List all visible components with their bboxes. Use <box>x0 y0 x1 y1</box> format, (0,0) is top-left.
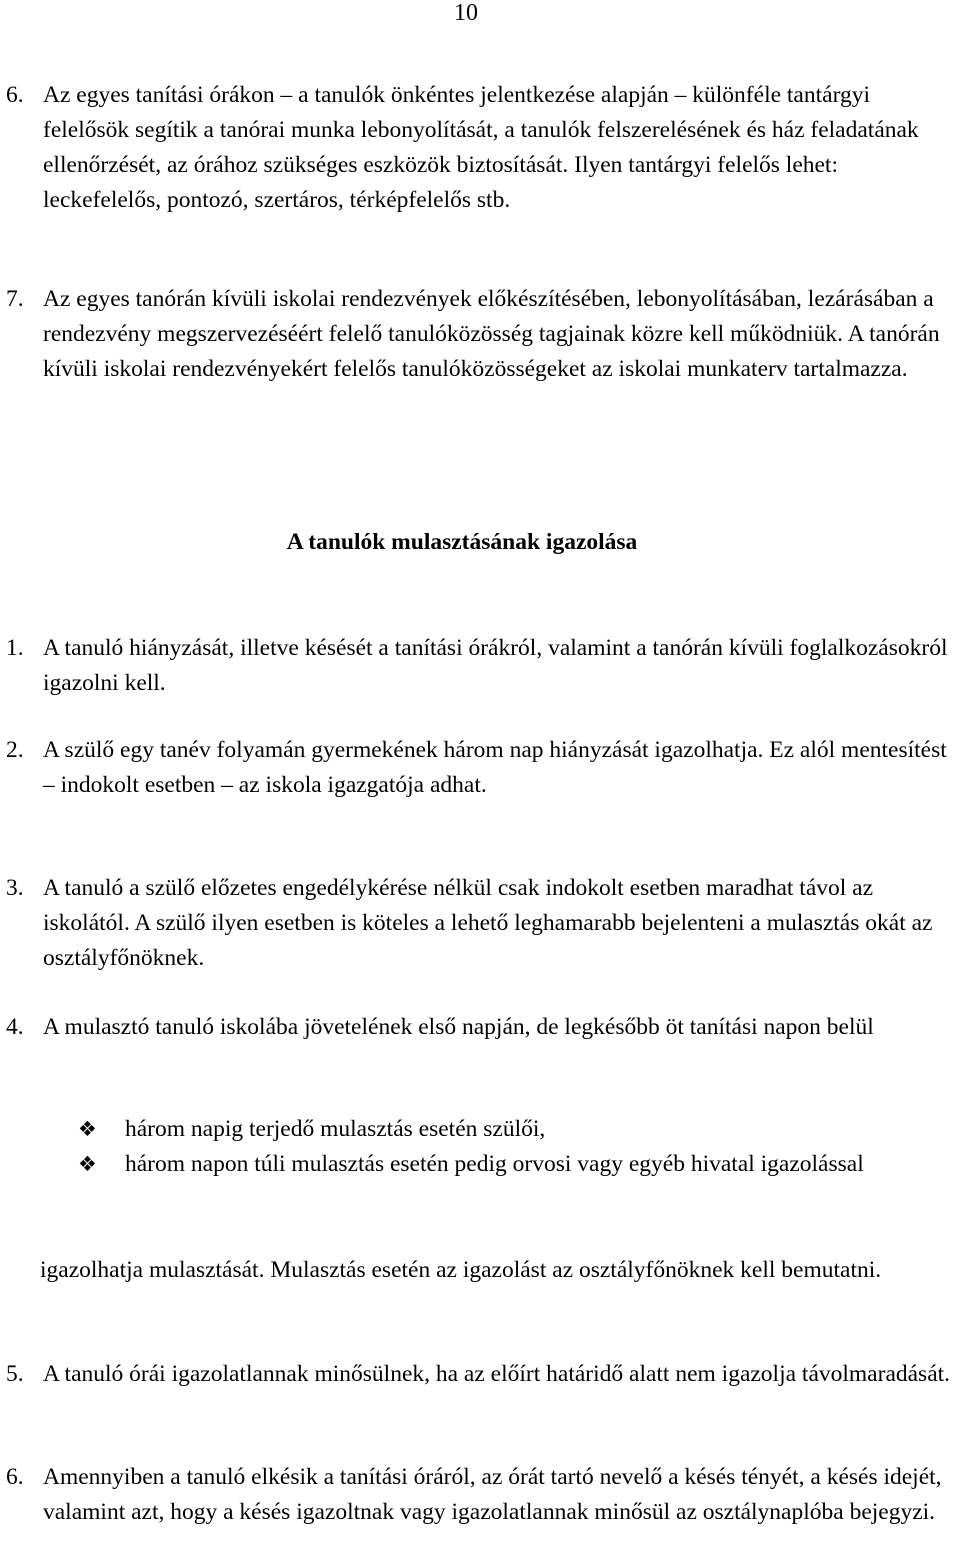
item-text: A tanuló hiányzását, illetve késését a tanítási órákról, valamint a tanórán kívüli foglalkozásokról igazolni kell. <box>43 635 948 696</box>
item-number: 6. <box>6 1464 24 1490</box>
item-text: A szülő egy tanév folyamán gyermekének három nap hiányzását igazolhatja. Ez alól mentesítést – indokolt esetben – az iskola igazgatója adhat. <box>43 737 947 798</box>
item-number: 4. <box>6 1014 24 1040</box>
item-number: 3. <box>6 875 24 901</box>
diamond-bullet-icon: ❖ <box>78 1117 97 1141</box>
section-heading <box>0 525 960 560</box>
bullet-text: három napig terjedő mulasztás esetén szülői, <box>125 1116 546 1142</box>
item-text: Amennyiben a tanuló elkésik a tanítási óráról, az órát tartó nevelő a késés tényét, a késés idejét, valamint azt, hogy a késés igazoltnak vagy igazolatlannak minősül az osztálynaplóba bejegyzi. <box>43 1464 942 1525</box>
bullet-item <box>78 1112 958 1147</box>
bullet-item <box>78 1147 958 1182</box>
item-number: 7. <box>6 286 24 312</box>
item-text: Az egyes tanórán kívüli iskolai rendezvények előkészítésében, lebonyolításában, lezárásában a rendezvény megszervezéséért felelő tanulóközösség tagjainak közre kell működniük. A tanórán kívüli iskolai rendezvényekért felelős tanulóközösségeket az iskolai munkaterv tartalmazza. <box>43 286 940 382</box>
item-text: A mulasztó tanuló iskolába jövetelének első napján, de legkésőbb öt tanítási napon belül <box>43 1014 874 1040</box>
diamond-bullet-icon: ❖ <box>78 1152 97 1176</box>
page-number: 10 <box>454 0 478 26</box>
item-text: Az egyes tanítási órákon – a tanulók önkéntes jelentkezése alapján – különféle tantárgyi felelősök segítik a tanórai munka lebonyolítását, a tanulók felszerelésének és ház feladatának ellenőrzését, az órához szükséges eszközök biztosítását. Ilyen tantárgyi felelős lehet: leckefelelős, pontozó, szertáros, térképfelelős stb. <box>43 82 919 213</box>
item-number: 5. <box>6 1361 24 1387</box>
section-heading-text: A tanulók mulasztásának igazolása <box>286 529 638 555</box>
item-number: 6. <box>6 82 24 108</box>
continuation-paragraph: igazolhatja mulasztását. Mulasztás esetén az igazolást az osztályfőnöknek kell bemutatni. <box>40 1257 882 1283</box>
item-text: A tanuló a szülő előzetes engedélykérése nélkül csak indokolt esetben maradhat távol az iskolától. A szülő ilyen esetben is köteles a lehető leghamarabb bejelenteni a mulasztás okát az osztályfőnöknek. <box>43 875 933 971</box>
item-text: A tanuló órái igazolatlannak minősülnek, ha az előírt határidő alatt nem igazolja távolmaradását. <box>43 1361 951 1387</box>
item-number: 1. <box>6 635 24 661</box>
bullet-text: három napon túli mulasztás esetén pedig orvosi vagy egyéb hivatal igazolással <box>125 1151 864 1177</box>
bullet-list <box>78 1112 958 1182</box>
item-number: 2. <box>6 737 24 763</box>
